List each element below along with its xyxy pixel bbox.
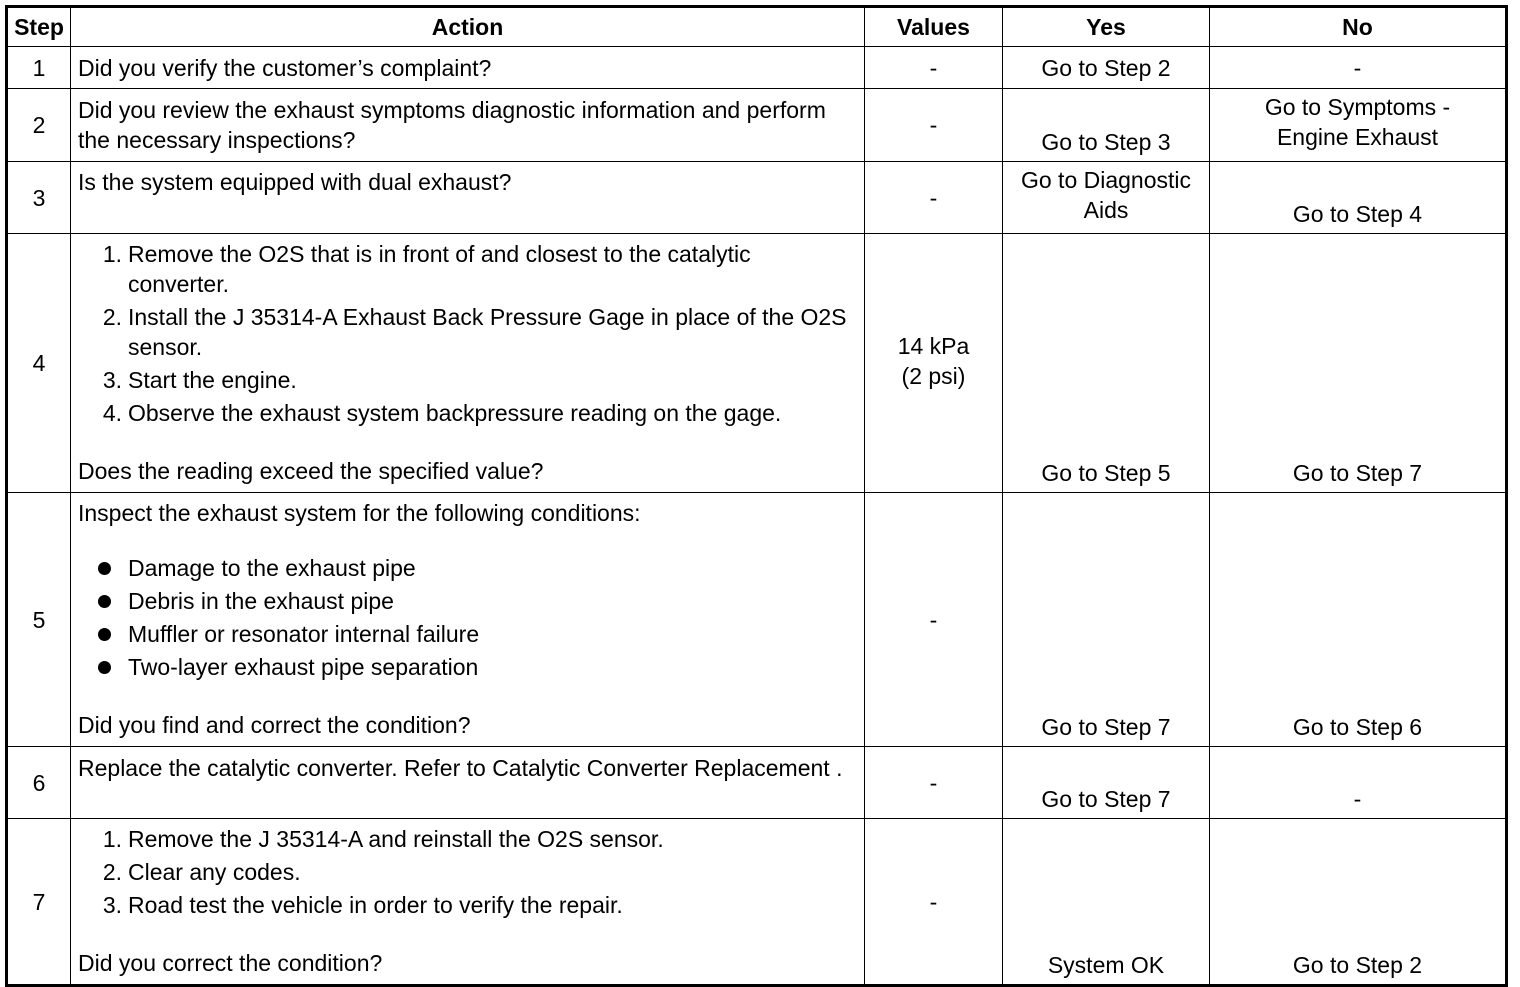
table-row-step-6 — [7, 747, 1507, 819]
step-number: 7 — [7, 819, 71, 986]
list-item: 3. Road test the vehicle in order to verify the repair. — [102, 892, 623, 918]
no-cell: - — [1210, 747, 1507, 819]
step-number: 5 — [7, 493, 71, 747]
value-cell: - — [865, 162, 1003, 234]
value-cell: - — [865, 819, 1003, 986]
diagnostic-table — [5, 5, 1508, 987]
header-action: Action — [71, 7, 865, 47]
list-item: Damage to the exhaust pipe — [78, 553, 856, 583]
value-cell: - — [865, 493, 1003, 747]
bullet-icon — [98, 562, 111, 575]
procedure-list — [78, 239, 856, 428]
no-cell: Go to Step 2 — [1210, 819, 1507, 986]
action-question: Did you correct the condition? — [78, 950, 383, 976]
list-item: 1. Remove the O2S that is in front of and closest to the catalytic converter. — [102, 241, 751, 297]
step-number: 2 — [7, 89, 71, 162]
action-question: Did you verify the customer’s complaint? — [78, 54, 492, 81]
table-row-step-2 — [7, 89, 1507, 162]
bullet-icon — [98, 595, 111, 608]
header-row — [7, 7, 1507, 47]
action-intro: Inspect the exhaust system for the following conditions: — [78, 500, 641, 526]
header-step: Step — [7, 7, 71, 47]
header-values: Values — [865, 7, 1003, 47]
table-row-step-1 — [7, 47, 1507, 89]
step-number: 6 — [7, 747, 71, 819]
list-item: 3. Start the engine. — [102, 367, 297, 393]
yes-cell: Go to Step 2 — [1003, 47, 1210, 89]
list-item: 1. Remove the J 35314-A and reinstall the O2S sensor. — [102, 826, 664, 852]
table-row-step-3 — [7, 162, 1507, 234]
value-cell — [865, 234, 1003, 493]
list-item: Two-layer exhaust pipe separation — [78, 652, 856, 682]
value-cell: - — [865, 747, 1003, 819]
action-cell — [71, 234, 865, 493]
yes-cell: Go to Step 7 — [1003, 747, 1210, 819]
no-cell: Go to Step 6 — [1210, 493, 1507, 747]
table-row-step-5 — [7, 493, 1507, 747]
action-question: Did you find and correct the condition? — [78, 712, 471, 738]
conditions-list — [78, 553, 856, 682]
step-number: 4 — [7, 234, 71, 493]
step-number: 3 — [7, 162, 71, 234]
yes-cell: Go to Step 3 — [1003, 89, 1210, 162]
table-row-step-4 — [7, 234, 1507, 493]
yes-cell: Go to Step 5 — [1003, 234, 1210, 493]
action-question: Replace the catalytic converter. Refer to Catalytic Converter Replacement . — [78, 755, 843, 781]
value-secondary: (2 psi) — [901, 363, 966, 389]
no-cell: Go to Step 7 — [1210, 234, 1507, 493]
table-row-step-7 — [7, 819, 1507, 986]
list-item: 4. Observe the exhaust system backpressure reading on the gage. — [102, 400, 782, 426]
action-cell — [71, 493, 865, 747]
list-item: 2. Clear any codes. — [102, 859, 301, 885]
action-question: Did you review the exhaust symptoms diagnostic information and perform the necessary inspections? — [78, 97, 826, 153]
yes-cell: Go to Step 7 — [1003, 493, 1210, 747]
yes-cell: Go to Diagnostic Aids — [1003, 162, 1210, 234]
yes-cell: System OK — [1003, 819, 1210, 986]
no-cell: Go to Step 4 — [1210, 162, 1507, 234]
value-cell: - — [865, 89, 1003, 162]
value-primary: 14 kPa — [897, 333, 970, 359]
bullet-icon — [98, 661, 111, 674]
action-cell — [71, 89, 865, 162]
no-cell: - — [1210, 47, 1507, 89]
no-cell: Go to Symptoms - Engine Exhaust — [1210, 89, 1507, 162]
action-cell — [71, 162, 865, 234]
list-item: Debris in the exhaust pipe — [78, 586, 856, 616]
action-question: Is the system equipped with dual exhaust? — [78, 169, 512, 195]
step-number: 1 — [7, 47, 71, 89]
action-cell — [71, 747, 865, 819]
action-cell — [71, 819, 865, 986]
header-no: No — [1210, 7, 1507, 47]
action-question: Does the reading exceed the specified value? — [78, 458, 544, 484]
list-item: 2. Install the J 35314-A Exhaust Back Pressure Gage in place of the O2S sensor. — [102, 304, 847, 360]
action-cell — [71, 47, 865, 89]
header-yes: Yes — [1003, 7, 1210, 47]
bullet-icon — [98, 628, 111, 641]
procedure-list — [78, 824, 856, 920]
list-item: Muffler or resonator internal failure — [78, 619, 856, 649]
value-cell: - — [865, 47, 1003, 89]
